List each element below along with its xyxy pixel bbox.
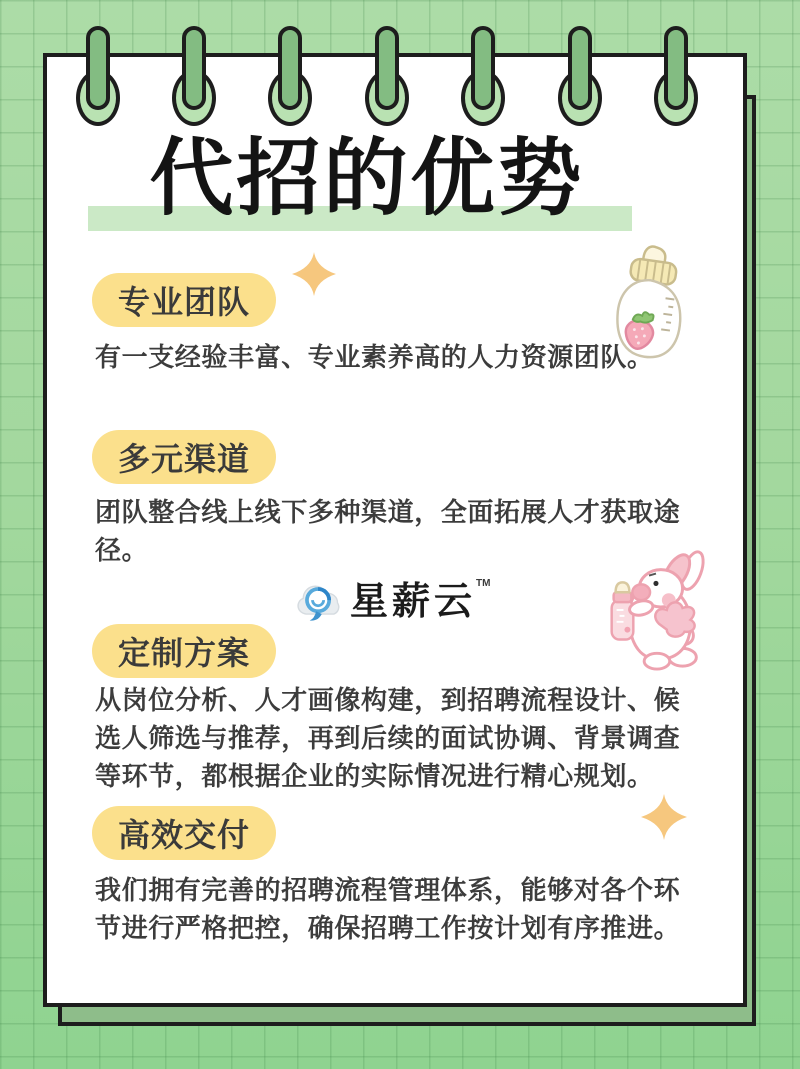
cloud-logo-icon: [294, 577, 344, 627]
badge-efficient-delivery: 高效交付: [92, 806, 276, 860]
page-title: 代招的优势: [149, 131, 585, 225]
sparkle-icon: [641, 788, 687, 846]
sparkle-icon: [292, 249, 336, 299]
badge-multi-channel: 多元渠道: [92, 430, 276, 484]
badge-professional-team: 专业团队: [92, 273, 276, 327]
section-text: 我们拥有完善的招聘流程管理体系，能够对各个环节进行严格把控，确保招聘工作按计划有序推进。: [95, 875, 681, 943]
brand-logo-name: 星薪云: [350, 581, 477, 623]
section-text: 从岗位分析、人才画像构建，到招聘流程设计、候选人筛选与推荐，再到后续的面试协调、背景调查等环节，都根据企业的实际情况进行精心规划。: [95, 685, 681, 791]
section-text: 团队整合线上线下多种渠道，全面拓展人才获取途径。: [95, 497, 681, 565]
badge-custom-plan: 定制方案: [92, 624, 276, 678]
trademark-symbol: TM: [476, 578, 491, 589]
bunny-icon: [590, 544, 718, 674]
section-text: 有一支经验丰富、专业素养高的人力资源团队。: [95, 342, 654, 372]
brand-logo: [294, 576, 490, 628]
